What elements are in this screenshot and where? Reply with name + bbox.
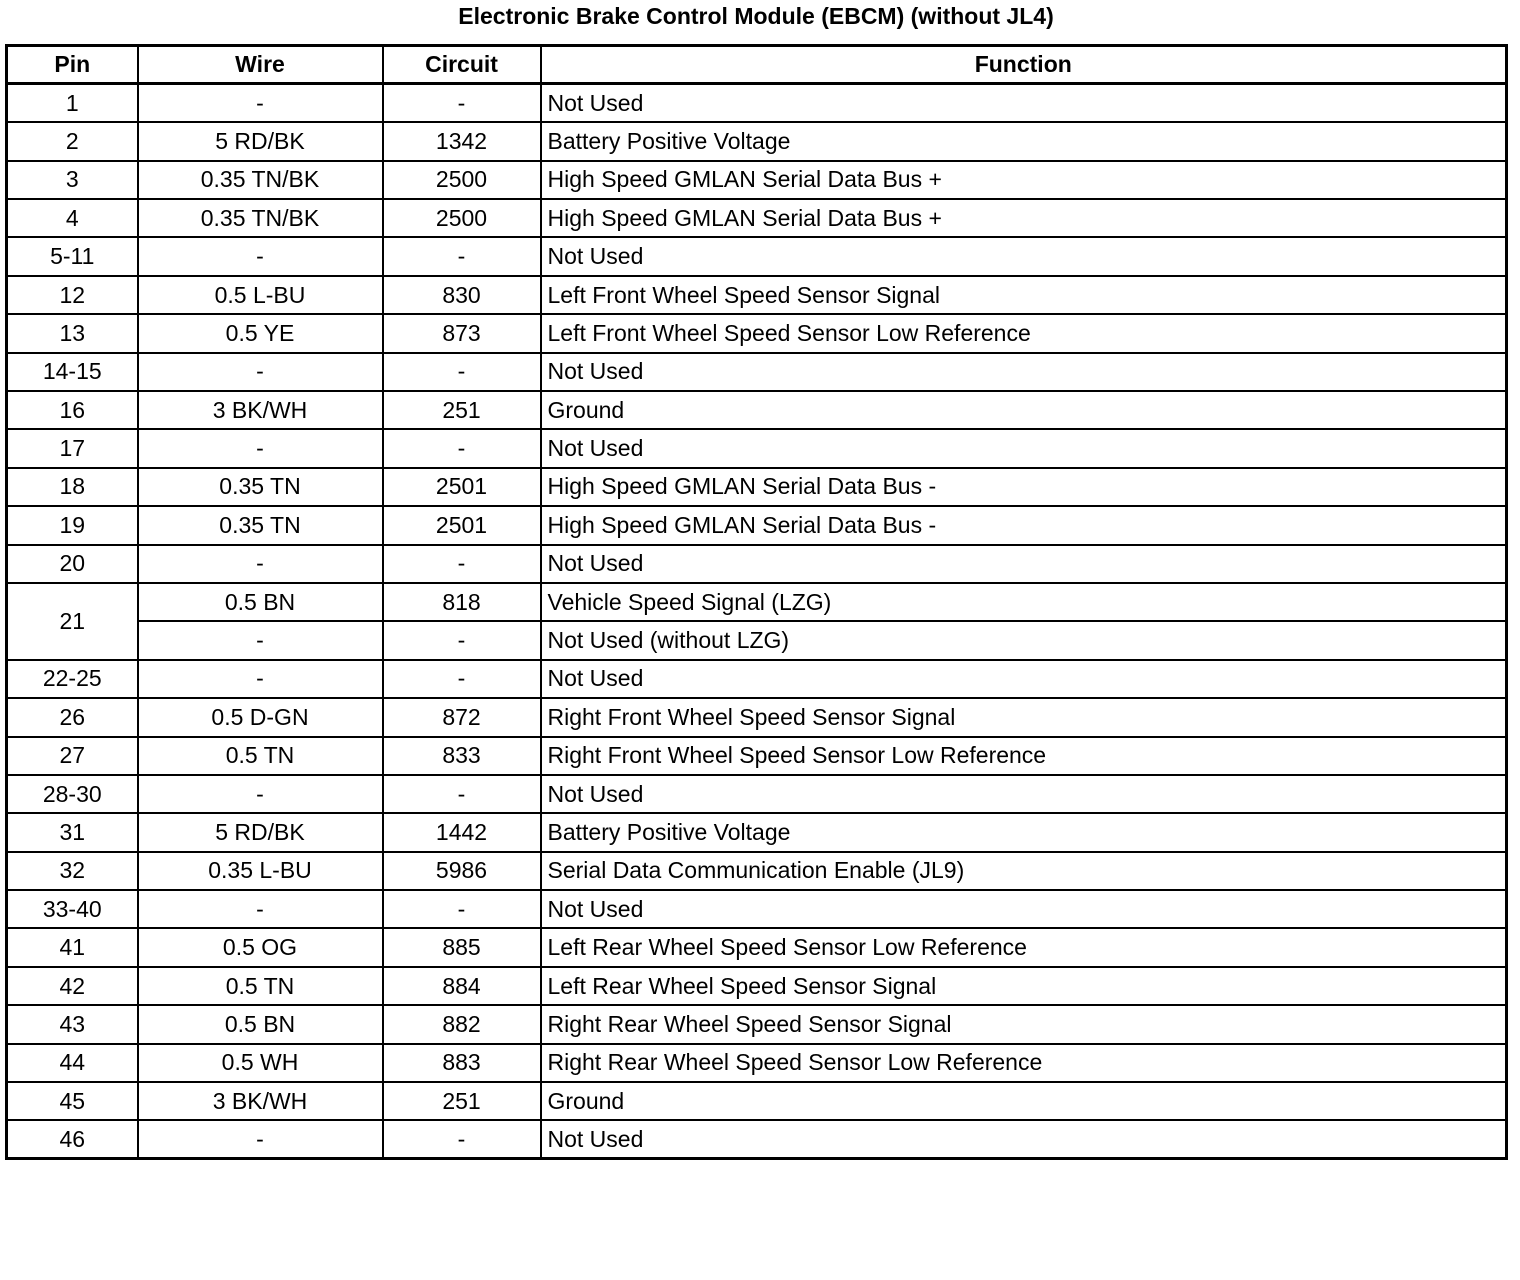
cell-pin: 26 xyxy=(7,698,138,736)
cell-function: Not Used xyxy=(541,660,1507,698)
table-row xyxy=(7,967,1507,1005)
cell-circuit: 818 xyxy=(383,583,541,621)
table-row xyxy=(7,545,1507,583)
cell-wire: 0.35 TN/BK xyxy=(138,161,383,199)
table-row xyxy=(7,698,1507,736)
table-row xyxy=(7,122,1507,160)
cell-pin: 20 xyxy=(7,545,138,583)
cell-function: Not Used xyxy=(541,775,1507,813)
cell-wire: 0.5 BN xyxy=(138,1005,383,1043)
cell-pin: 2 xyxy=(7,122,138,160)
cell-circuit: 883 xyxy=(383,1044,541,1082)
cell-circuit: 873 xyxy=(383,314,541,352)
cell-wire: - xyxy=(138,775,383,813)
cell-pin: 1 xyxy=(7,84,138,122)
table-row xyxy=(7,1082,1507,1120)
cell-circuit: 251 xyxy=(383,1082,541,1120)
cell-function: Vehicle Speed Signal (LZG) xyxy=(541,583,1507,621)
pinout-table xyxy=(5,44,1508,1160)
cell-function: Right Rear Wheel Speed Sensor Signal xyxy=(541,1005,1507,1043)
cell-wire: 0.5 TN xyxy=(138,967,383,1005)
table-row xyxy=(7,161,1507,199)
cell-function: Left Front Wheel Speed Sensor Low Reference xyxy=(541,314,1507,352)
cell-pin: 13 xyxy=(7,314,138,352)
table-row xyxy=(7,353,1507,391)
cell-function: Left Rear Wheel Speed Sensor Low Reference xyxy=(541,928,1507,966)
cell-function: Not Used xyxy=(541,353,1507,391)
table-row xyxy=(7,276,1507,314)
cell-wire: 0.5 TN xyxy=(138,737,383,775)
cell-pin: 45 xyxy=(7,1082,138,1120)
cell-circuit: - xyxy=(383,237,541,275)
cell-wire: 0.35 L-BU xyxy=(138,852,383,890)
cell-wire: 0.5 D-GN xyxy=(138,698,383,736)
cell-function: High Speed GMLAN Serial Data Bus - xyxy=(541,506,1507,544)
cell-wire: - xyxy=(138,621,383,659)
cell-wire: - xyxy=(138,545,383,583)
page-title: Electronic Brake Control Module (EBCM) (without JL4) xyxy=(458,3,1054,29)
cell-circuit: - xyxy=(383,621,541,659)
table-row xyxy=(7,737,1507,775)
cell-function: Right Front Wheel Speed Sensor Signal xyxy=(541,698,1507,736)
cell-wire: - xyxy=(138,890,383,928)
cell-function: Serial Data Communication Enable (JL9) xyxy=(541,852,1507,890)
cell-wire: - xyxy=(138,84,383,122)
header-function: Function xyxy=(541,46,1507,84)
cell-function: Not Used xyxy=(541,429,1507,467)
table-row xyxy=(7,1044,1507,1082)
cell-function: Not Used xyxy=(541,1120,1507,1158)
cell-circuit: 1342 xyxy=(383,122,541,160)
cell-function: Not Used xyxy=(541,237,1507,275)
table-header-row xyxy=(7,46,1507,84)
cell-circuit: - xyxy=(383,429,541,467)
cell-wire: 0.5 WH xyxy=(138,1044,383,1082)
table-row xyxy=(7,237,1507,275)
cell-circuit: - xyxy=(383,660,541,698)
cell-pin: 42 xyxy=(7,967,138,1005)
cell-circuit: 884 xyxy=(383,967,541,1005)
cell-pin: 41 xyxy=(7,928,138,966)
table-row xyxy=(7,928,1507,966)
cell-pin: 27 xyxy=(7,737,138,775)
cell-pin: 44 xyxy=(7,1044,138,1082)
cell-circuit: 885 xyxy=(383,928,541,966)
cell-wire: - xyxy=(138,1120,383,1158)
table-row xyxy=(7,429,1507,467)
cell-function: Ground xyxy=(541,391,1507,429)
cell-wire: 3 BK/WH xyxy=(138,1082,383,1120)
cell-pin: 17 xyxy=(7,429,138,467)
cell-pin: 3 xyxy=(7,161,138,199)
table-row xyxy=(7,1120,1507,1158)
cell-pin: 19 xyxy=(7,506,138,544)
cell-pin: 28-30 xyxy=(7,775,138,813)
cell-pin: 22-25 xyxy=(7,660,138,698)
table-row xyxy=(7,391,1507,429)
cell-circuit: - xyxy=(383,545,541,583)
header-circuit: Circuit xyxy=(383,46,541,84)
cell-pin: 16 xyxy=(7,391,138,429)
cell-pin: 4 xyxy=(7,199,138,237)
header-wire: Wire xyxy=(138,46,383,84)
cell-circuit: - xyxy=(383,890,541,928)
cell-function: Battery Positive Voltage xyxy=(541,122,1507,160)
cell-circuit: 251 xyxy=(383,391,541,429)
table-row xyxy=(7,314,1507,352)
table-row xyxy=(7,813,1507,851)
table-row xyxy=(7,852,1507,890)
cell-pin: 21 xyxy=(7,583,138,660)
cell-wire: 5 RD/BK xyxy=(138,122,383,160)
table-row xyxy=(7,660,1507,698)
cell-pin: 32 xyxy=(7,852,138,890)
cell-function: High Speed GMLAN Serial Data Bus + xyxy=(541,161,1507,199)
cell-circuit: - xyxy=(383,1120,541,1158)
cell-wire: 3 BK/WH xyxy=(138,391,383,429)
cell-function: Left Rear Wheel Speed Sensor Signal xyxy=(541,967,1507,1005)
cell-wire: - xyxy=(138,660,383,698)
cell-circuit: - xyxy=(383,775,541,813)
table-row xyxy=(7,621,1507,659)
cell-function: High Speed GMLAN Serial Data Bus + xyxy=(541,199,1507,237)
cell-wire: 0.35 TN/BK xyxy=(138,199,383,237)
cell-wire: - xyxy=(138,353,383,391)
table-row xyxy=(7,583,1507,621)
cell-pin: 14-15 xyxy=(7,353,138,391)
cell-wire: - xyxy=(138,237,383,275)
cell-wire: - xyxy=(138,429,383,467)
cell-circuit: 2500 xyxy=(383,161,541,199)
cell-function: Not Used xyxy=(541,545,1507,583)
cell-pin: 33-40 xyxy=(7,890,138,928)
table-row xyxy=(7,1005,1507,1043)
cell-circuit: 2501 xyxy=(383,506,541,544)
cell-pin: 31 xyxy=(7,813,138,851)
table-row xyxy=(7,890,1507,928)
cell-wire: 5 RD/BK xyxy=(138,813,383,851)
table-row xyxy=(7,775,1507,813)
cell-pin: 46 xyxy=(7,1120,138,1158)
cell-circuit: 1442 xyxy=(383,813,541,851)
cell-pin: 18 xyxy=(7,468,138,506)
cell-circuit: 882 xyxy=(383,1005,541,1043)
cell-circuit: - xyxy=(383,84,541,122)
cell-function: Battery Positive Voltage xyxy=(541,813,1507,851)
cell-function: Left Front Wheel Speed Sensor Signal xyxy=(541,276,1507,314)
cell-function: Not Used xyxy=(541,890,1507,928)
cell-function: Right Rear Wheel Speed Sensor Low Reference xyxy=(541,1044,1507,1082)
cell-function: Not Used (without LZG) xyxy=(541,621,1507,659)
cell-circuit: - xyxy=(383,353,541,391)
cell-wire: 0.35 TN xyxy=(138,468,383,506)
cell-circuit: 5986 xyxy=(383,852,541,890)
table-body xyxy=(7,84,1507,1159)
cell-pin: 5-11 xyxy=(7,237,138,275)
cell-wire: 0.5 L-BU xyxy=(138,276,383,314)
cell-wire: 0.35 TN xyxy=(138,506,383,544)
cell-circuit: 833 xyxy=(383,737,541,775)
cell-function: High Speed GMLAN Serial Data Bus - xyxy=(541,468,1507,506)
cell-function: Ground xyxy=(541,1082,1507,1120)
header-pin: Pin xyxy=(7,46,138,84)
cell-pin: 43 xyxy=(7,1005,138,1043)
table-row xyxy=(7,468,1507,506)
cell-circuit: 2501 xyxy=(383,468,541,506)
table-row xyxy=(7,84,1507,122)
cell-wire: 0.5 BN xyxy=(138,583,383,621)
table-row xyxy=(7,199,1507,237)
table-row xyxy=(7,506,1507,544)
cell-function: Right Front Wheel Speed Sensor Low Reference xyxy=(541,737,1507,775)
cell-wire: 0.5 YE xyxy=(138,314,383,352)
cell-function: Not Used xyxy=(541,84,1507,122)
cell-circuit: 872 xyxy=(383,698,541,736)
cell-circuit: 2500 xyxy=(383,199,541,237)
cell-pin: 12 xyxy=(7,276,138,314)
cell-wire: 0.5 OG xyxy=(138,928,383,966)
cell-circuit: 830 xyxy=(383,276,541,314)
